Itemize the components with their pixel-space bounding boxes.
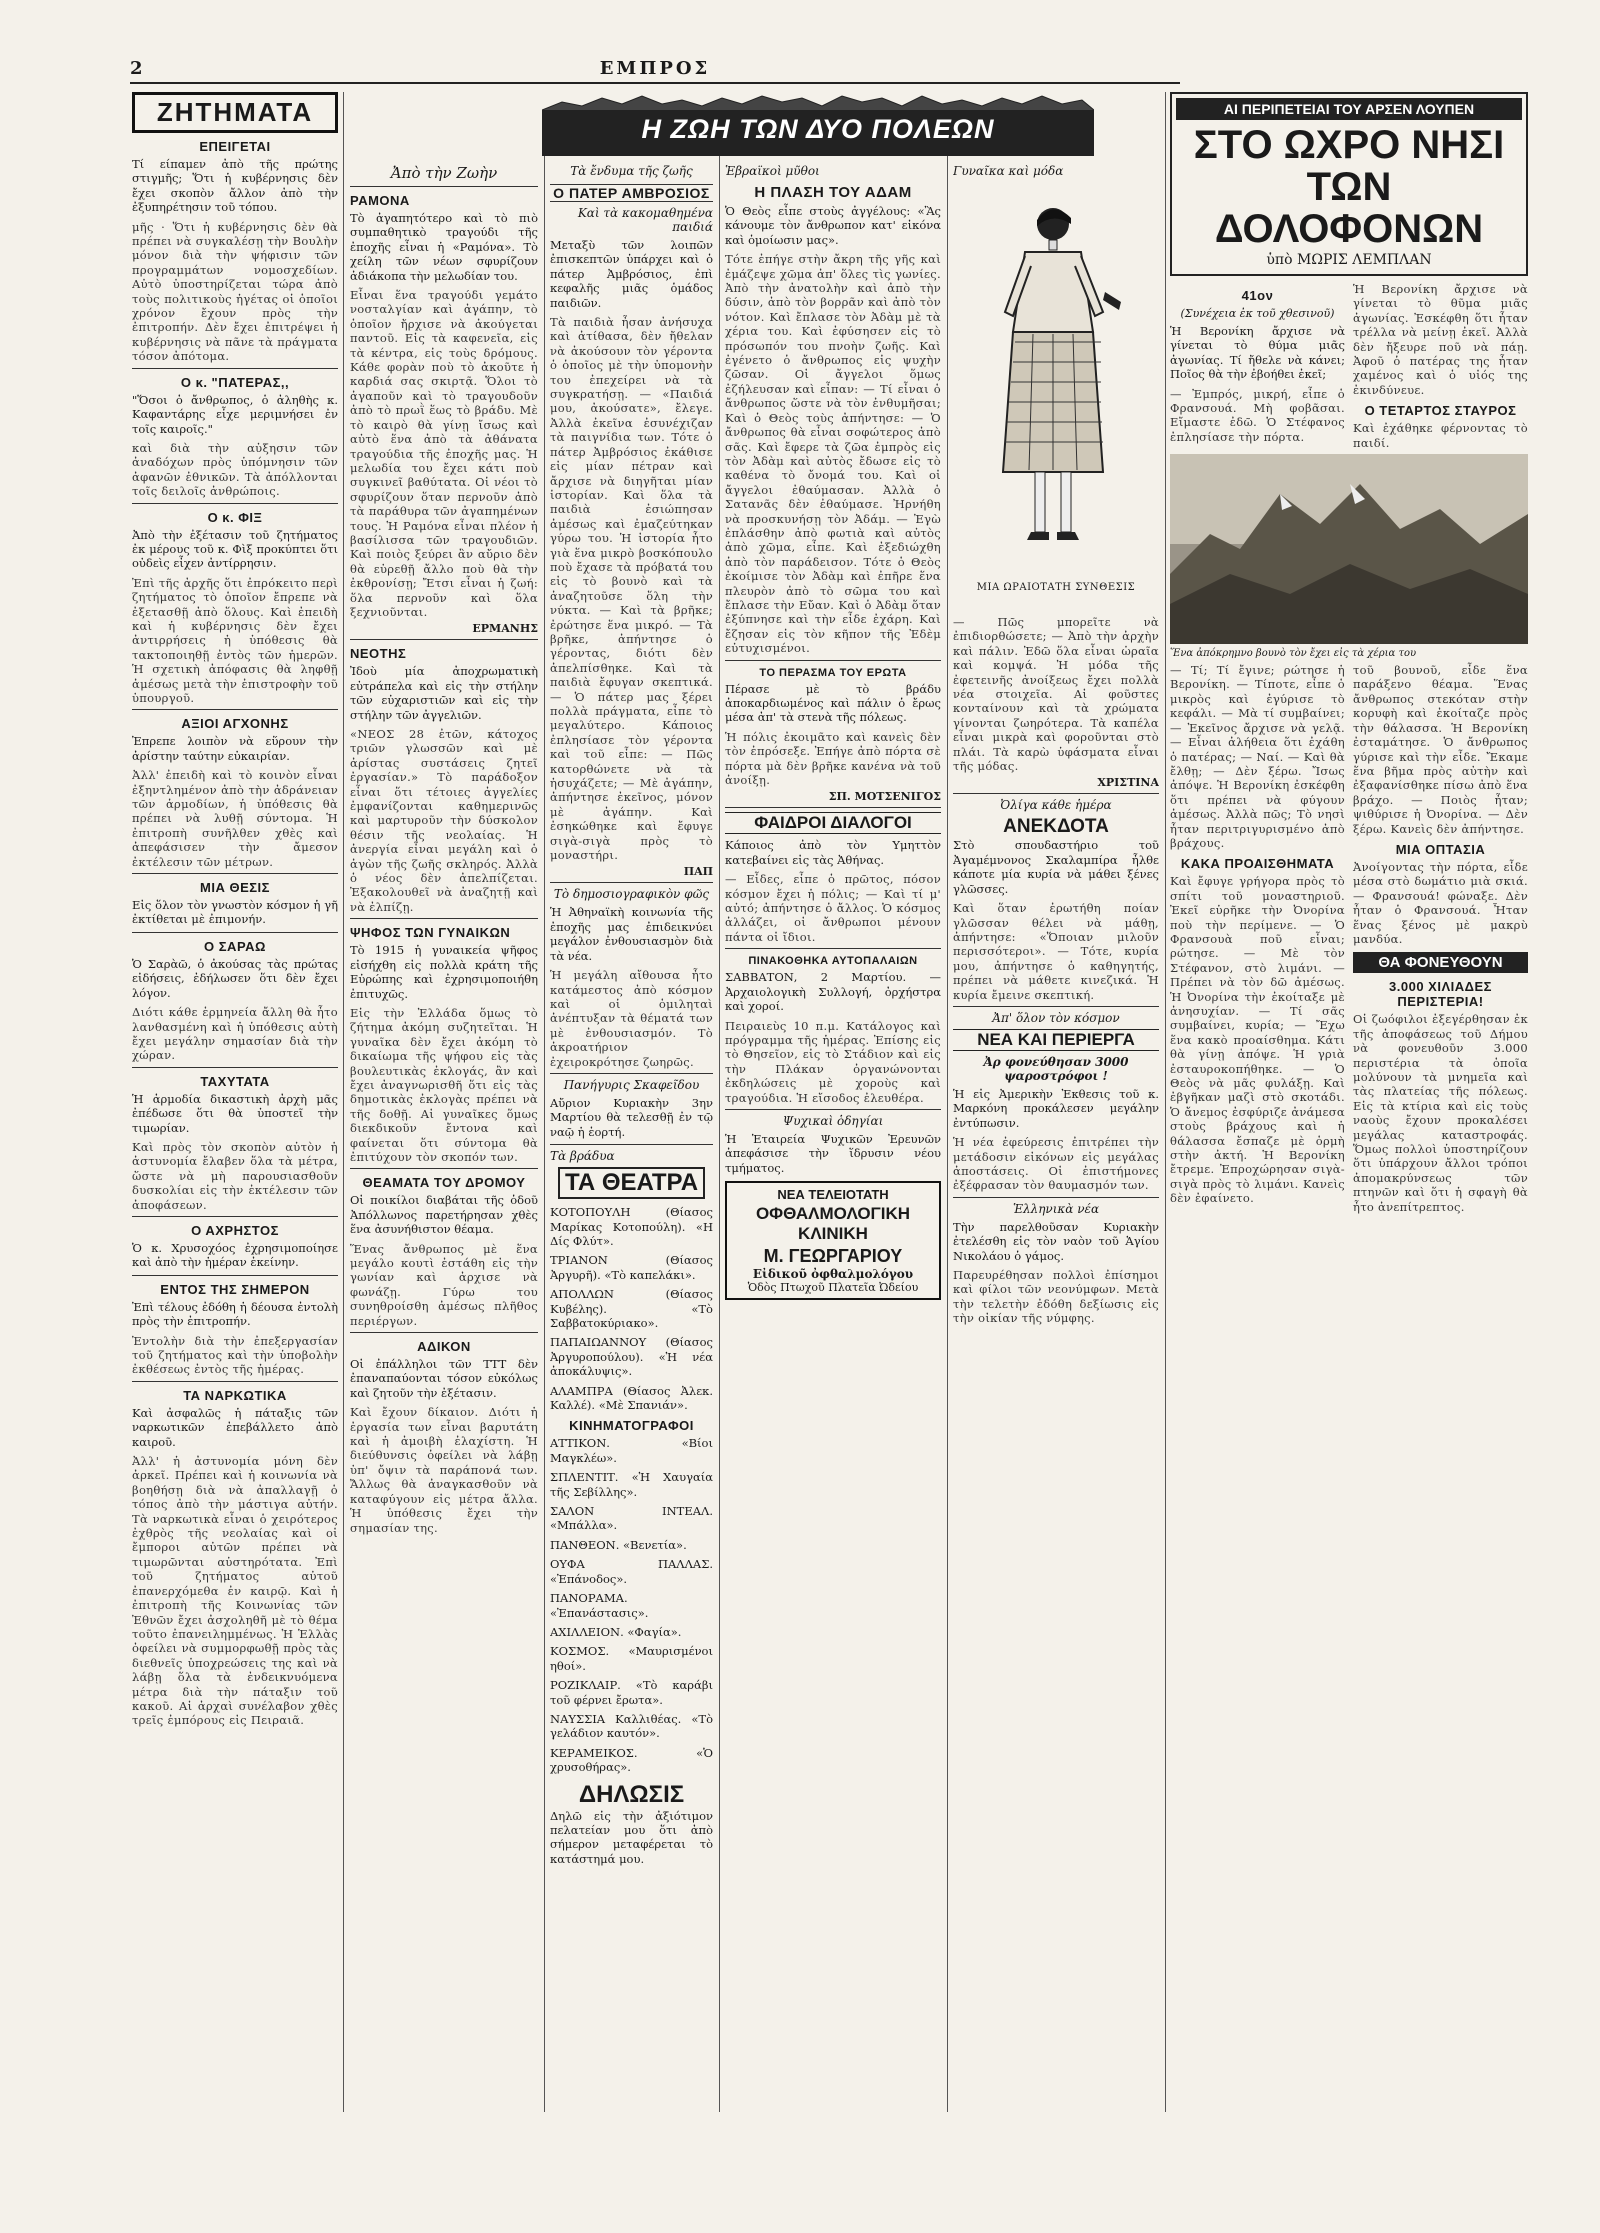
article-body: Τὸ 1915 ἡ γυναικεία ψῆφος εἰσήχθη εἰς πολλὰ κράτη τῆς Εὐρώπης καὶ ἐχρησιμοποιήθη ἐπιτυχῶς. bbox=[350, 943, 538, 1001]
article-body: Κάποιος ἀπὸ τὸν Υμηττὸν κατεβαίνει εἰς τὰς Ἀθήνας. bbox=[725, 838, 941, 867]
article-body: Οἱ ἐπάλληλοι τῶν ΤΤΤ δὲν ἐπαναπαύονται τόσον εὐκόλως καὶ ζητοῦν τὴν ἐξέτασιν. bbox=[350, 1357, 538, 1400]
filler-text: — Πῶς μπορεῖτε νὰ ἐπιδιορθώσετε; — Ἀπὸ τὴν ἀρχὴν καὶ πάλιν. Ἐδῶ ὅλα εἶναι ὡραῖα καὶ κομψά. Ἡ μόδα τῆς ἐφετεινῆς ἀνοίξεως ἔχει πολλὰ νέα στοιχεῖα. Αἱ φοῦστες κονταίνουν καὶ τὰ χρώματα γίνονται ζωηρότερα. Τὰ καπέλα εἶναι μικρὰ καὶ φοροῦνται στὸ πλάι. Τὰ καρὼ ὑφάσματα εἶναι τῆς μόδας. bbox=[953, 615, 1159, 774]
serial-body-columns bbox=[1170, 663, 1528, 1214]
filler-text: Καὶ ὅταν ἐρωτήθη ποίαν γλῶσσαν θέλει νὰ μάθῃ, ἀπήντησε: «Ὅποιαν μιλοῦν περισσότεροι». — Τότε, κυρία μου, ἀπήντησε ὁ καθηγητής, πρέπει νὰ μάθετε κινεζικά. Ἡ κυρία ἔμεινε σκεπτική. bbox=[953, 901, 1159, 1002]
two-cities-banner bbox=[542, 92, 1094, 156]
divider bbox=[132, 709, 338, 710]
serial-body: Ἡ Βερονίκη ἄρχισε νὰ γίνεται τὸ θύμα μιᾶς ἀγωνίας. Τί ἤθελε νὰ κάνει; Ποῖος θὰ τὴν ἐβοήθει ἐκεῖ; bbox=[1170, 324, 1345, 382]
article-body: Εἰς ὅλον τὸν γνωστὸν κόσμον ἡ γῆ ἐκτίθεται μὲ ἐπιμονήν. bbox=[132, 898, 338, 927]
article bbox=[725, 667, 941, 804]
divider bbox=[550, 1073, 713, 1074]
divider bbox=[350, 186, 538, 187]
divider bbox=[132, 932, 338, 933]
article bbox=[132, 880, 338, 927]
column-gynaika-kai-moda bbox=[953, 160, 1159, 2180]
article-body: Τὸ ἀγαπητότερο καὶ τὸ πιὸ συμπαθητικὸ τραγούδι τῆς ἐποχῆς εἶναι ἡ «Ραμόνα». Τὸ χείλη τῶν νέων σφυρίζουν ἀδιάκοπα τὴν μελωδίαν του. bbox=[350, 211, 538, 283]
chapter-note: (Συνέχεια ἐκ τοῦ χθεσινοῦ) bbox=[1180, 307, 1335, 320]
article bbox=[550, 184, 713, 878]
article-title: Ο κ. ΦΙΞ bbox=[207, 509, 263, 525]
section-heading: ΜΙΑ ΟΠΤΑΣΙΑ bbox=[1395, 841, 1486, 857]
serial-top-text bbox=[1170, 282, 1528, 450]
article bbox=[725, 1114, 941, 1175]
article-body: Ἐπρεπε λοιπὸν νὰ εὕρουν τὴν ἀρίστην ταύτην εὐκαιρίαν. bbox=[132, 734, 338, 763]
list-item: ΑΧΙΛΛΕΙΟΝ. «Φαγία». bbox=[550, 1624, 682, 1639]
column-rule bbox=[544, 92, 545, 2112]
article-title: Ο κ. "ΠΑΤΕΡΑΣ,, bbox=[180, 374, 290, 390]
chapter-number: 41ον bbox=[1241, 288, 1274, 303]
article bbox=[132, 1223, 338, 1270]
article bbox=[953, 1202, 1159, 1326]
article bbox=[725, 812, 941, 944]
filler-text: Παρευρέθησαν πολλοὶ ἐπίσημοι καὶ φίλοι τῶν νεονύμφων. Μετὰ τὴν τελετὴν ἐδόθη δεξίωσις εἰς τὴν οἰκίαν τῆς νύμφης. bbox=[953, 1268, 1159, 1326]
sub-item: Ἀρ φονεύθησαν 3000 ψαροστρόφοι ! bbox=[983, 1054, 1129, 1083]
article-title: ΑΝΕΚΔΟΤΑ bbox=[1003, 816, 1109, 838]
column-heading: Ἑβραϊκοὶ μῦθοι bbox=[725, 164, 820, 178]
column-pater-amvrosios bbox=[550, 160, 713, 2180]
article-title: ΑΔΙΚΟΝ bbox=[417, 1339, 471, 1355]
serial-author: ὑπὸ ΜΩΡΙΣ ΛΕΜΠΛΑΝ bbox=[1266, 252, 1432, 268]
serial-title: ΤΩΝ ΔΟΛΟΦΟΝΩΝ bbox=[1214, 165, 1484, 251]
article-title: ΡΑΜΟΝΑ bbox=[350, 193, 410, 208]
article-title: Ἑλληνικὰ νέα bbox=[1012, 1201, 1100, 1216]
divider bbox=[350, 918, 538, 919]
column-rule bbox=[947, 92, 948, 2112]
filler-text: Ἕνας ἄνθρωπος μὲ ἕνα μεγάλο κουτὶ ἐστάθη εἰς τὴν γωνίαν καὶ ἀρχισε νὰ φωνάζῃ. Γύρω του συνηθροίσθη ἀμέσως πλῆθος περιέργων. bbox=[350, 1241, 538, 1328]
list-item: ΑΛΑΜΠΡΑ (Θίασος Ἀλεκ. Καλλέ). «Μὲ Σπανιάν». bbox=[550, 1383, 713, 1413]
column-rule bbox=[1165, 92, 1166, 2112]
filler-text: Καὶ πρὸς τὸν σκοπὸν αὐτὸν ἡ ἀστυνομία ἔλαβεν ὅλα τὰ μέτρα, ὥστε νὰ μὴ παρουσιασθοῦν δυσκολίαι εἰς τὴν ἐκτέλεσιν τῶν ἀποφάσεων. bbox=[132, 1139, 338, 1212]
article bbox=[350, 193, 538, 635]
article bbox=[132, 510, 338, 706]
article-body: Τὴν παρελθοῦσαν Κυριακὴν ἐτελέσθη εἰς τὸν ναὸν τοῦ Ἁγίου Νικολάου ὁ γάμος. bbox=[953, 1219, 1159, 1263]
list-item: ΠΑΠΑΙΩΑΝΝΟΥ (Θίασος Ἀργυροπούλου). «Ἡ νέα ἀποκάλυψις». bbox=[550, 1335, 713, 1379]
list-item: ΝΑΥΣΣΙΑ Καλλιθέας. «Τὸ γελάδιον καυτόν». bbox=[550, 1711, 713, 1741]
divider bbox=[725, 660, 941, 661]
article-title: ΜΙΑ ΘΕΣΙΣ bbox=[200, 880, 270, 896]
divider bbox=[132, 368, 338, 369]
image-caption: Ἕνα ἀπόκρημνο βουνὸ τὸν ἔχει εἰς τὰ χέρια του bbox=[1170, 648, 1417, 660]
column-rule bbox=[343, 92, 344, 2112]
list-item: ΣΠΛΕΝΤΙΤ. «Ἡ Χαυγαία τῆς Σεβίλλης». bbox=[550, 1470, 713, 1499]
divider bbox=[725, 807, 941, 808]
list-item: ΚΟΤΟΠΟΥΛΗ (Θίασος Μαρίκας Κοτοπούλη). «Η Δίς Φλύτ». bbox=[550, 1205, 713, 1248]
filler-text: Διότι κάθε ἑρμηνεία ἄλλη θὰ ἦτο λανθασμένη καὶ ἡ ὑπόθεσις αὐτὴ ἔχει μεγάλην σημασίαν διὰ τὴν χώραν. bbox=[132, 1005, 338, 1063]
article-body: Ὁ Θεὸς εἶπε στοὺς ἀγγέλους: «Ἂς κάνουμε τὸν ἄνθρωπον κατ' εἰκόνα καὶ ὁμοίωσιν μας». bbox=[725, 204, 941, 247]
filler-text: Πειραιεὺς 10 π.μ. Κατάλογος καὶ πρόγραμμα τῆς ἡμέρας. Ἐπίσης εἰς τὸ Θησεῖον, εἰς τὸ Στάδιον καὶ εἰς τὴν Πλάκαν ὀργανώνονται ἐκδηλώσεις μὲ χοροὺς καὶ τραγούδια. Ἡ εἴσοδος ἐλευθέρα. bbox=[725, 1018, 941, 1105]
article-title: ΘΕΑΜΑΤΑ ΤΟΥ ΔΡΟΜΟΥ bbox=[362, 1175, 526, 1191]
list-item: ΣΑΛΟΝ ΙΝΤΕΑΛ. «Μπάλλα». bbox=[550, 1504, 713, 1533]
article bbox=[132, 716, 338, 869]
article-title: ΦΑΙΔΡΟΙ ΔΙΑΛΟΓΟΙ bbox=[725, 812, 941, 834]
signature: ΣΠ. ΜΟΤΣΕΝΙΓΟΣ bbox=[828, 790, 941, 804]
subheading: Ὀλίγα κάθε ἡμέρα bbox=[1000, 798, 1112, 813]
ad-line: ΝΕΑ ΤΕΛΕΙΟΤΑΤΗ bbox=[777, 1187, 889, 1203]
article bbox=[132, 375, 338, 499]
article-body: Οἱ ποικίλοι διαβάται τῆς ὁδοῦ Ἀπόλλωνος παρετήρησαν χθὲς ἕνα ἀσυνήθιστον θέαμα. bbox=[350, 1193, 538, 1237]
column-heading: Γυναῖκα καὶ μόδα bbox=[953, 164, 1064, 178]
article-body: Ἀπὸ τὴν ἐξέτασιν τοῦ ζητήματος ἐκ μέρους τοῦ κ. Φὶξ προκύπτει ὅτι οὐδεὶς εἶχεν ἀντίρρησιν. bbox=[132, 527, 338, 571]
filler-text: Εἶναι ἕνα τραγούδι γεμάτο νοσταλγίαν καὶ ἀγάπην, τὸ ὁποῖον ἤρχισε νὰ ἀκούγεται παντοῦ. Εἰς τὰ καφενεῖα, εἰς τὰ κέντρα, εἰς τοὺς δρόμους. Κάθε φορὰν ποὺ τὸ ἀκοῦτε ἡ καρδιά σας σκιρτᾷ. Ὅλοι τὸ ἀγαποῦν καὶ τὸ τραγουδοῦν ἀπὸ τὸ πρωῒ ἕως τὸ βράδυ. Μὲ τὸ καιρὸ θὰ γίνῃ ἴσως καὶ αὐτὸ ἕνα ἀπὸ τὰ ἀθάνατα τραγούδια τῆς ἐποχῆς μας. Ἡ μελωδία του ἔχει κάτι ποὺ συγκινεῖ βαθύτατα. Οἱ νέοι τὸ σφυρίζουν ὅταν περνοῦν ἀπὸ τὰ παράθυρα τῶν ἀγαπημένων τους. Ἡ Ραμόνα εἶναι πλέον ἡ βασίλισσα τῶν τραγουδιῶν. Καὶ ποιὸς ξεύρει ἂν αὔριο δὲν θὰ εὑρεθῇ ἄλλο ποὺ θὰ τὴν ἐκθρονίσῃ; Ἔτσι εἶναι ἡ ζωή: ὅλα περνοῦν καὶ ὅλα ξεχνιοῦνται. bbox=[350, 288, 538, 619]
article bbox=[132, 1388, 338, 1728]
divider bbox=[550, 1144, 713, 1145]
signature: ΠΑΠ bbox=[683, 865, 713, 879]
cinema-heading: ΚΙΝΗΜΑΤΟΓΡΑΦΟΙ bbox=[569, 1418, 694, 1434]
subheading: Ἀπ' ὅλον τὸν κόσμον bbox=[992, 1010, 1120, 1025]
column-evraikoi-mythoi bbox=[725, 160, 941, 2180]
article bbox=[350, 1175, 538, 1328]
section-heading: 3.000 ΧΙΛΙΑΔΕΣ ΠΕΡΙΣΤΕΡΙΑ! bbox=[1389, 979, 1492, 1010]
article-title: ΝΕΟΤΗΣ bbox=[350, 646, 407, 662]
filler-text: Ἐντολὴν διὰ τὴν ἐπεξεργασίαν τοῦ ζητήματος καὶ τὴν ὑποβολὴν ἐκθέσεως ἐντὸς τῆς ἡμέρας. bbox=[132, 1333, 338, 1377]
list-item: ΚΕΡΑΜΕΙΚΟΣ. «Ὁ χρυσοθήρας». bbox=[550, 1745, 713, 1775]
filler-text: μῆς · Ὅτι ἡ κυβέρνησις δὲν θὰ πρέπει νὰ συγκαλέσῃ τὴν Βουλὴν μόνον διὰ τὴν ψήφισιν τῶν προγραμμάτων νομοσχεδίων. Αὐτὸ ὑποστηρίζεται τώρα ἀπὸ τοὺς πολιτικοὺς ἡγέτας οἱ ὁποῖοι χρόνον ἔχουν πρὸς τὴν ἐπιτροπήν. Δὲν ἔχει ἐπιτρέψει ἡ κυβέρνησις νὰ πᾶνε τὰ πράγματα τόσον ἀπότομα. bbox=[132, 219, 338, 364]
filler-text: Οἱ ζωόφιλοι ἐξεγέρθησαν ἐκ τῆς ἀποφάσεως τοῦ Δήμου νὰ φονευθοῦν 3.000 περιστέρια τὰ ὁποῖα μολύνουν τὰ μνημεῖα καὶ τὰς πλατείας τῆς πόλεως. Εἰς τὰ κτίρια καὶ εἰς τοὺς ναοὺς ἔχουν προκαλέσει μεγάλας καταστροφάς. Ὅμως πολλοὶ ὑποστηρίζουν ὅτι ὑπάρχουν ἄλλοι τρόποι ἀπομακρύνσεως τῶν πτηνῶν καὶ ὅτι ἡ σφαγὴ θὰ ἦτο ἀνεπίτρεπτος. bbox=[1353, 1012, 1528, 1214]
article-body: Ἡ ἁρμοδία δικαστικὴ ἀρχὴ μᾶς ἐπέδωσε ὅτι θὰ ὑποστεῖ τὴν τιμωρίαν. bbox=[132, 1091, 338, 1135]
article-body: Ὁ Σαρὰῶ, ὁ ἀκούσας τὰς πρώτας εἰδήσεις, ἐδήλωσεν ὅτι δὲν ἔχει λόγον. bbox=[132, 956, 338, 1000]
divider bbox=[132, 1216, 338, 1217]
cinema-list bbox=[550, 1436, 713, 1774]
column-heading: Τὰ ἔνδυμα τῆς ζωῆς bbox=[570, 164, 693, 178]
article-title: ΤΑΧΥΤΑΤΑ bbox=[200, 1073, 270, 1089]
section-title: ΖΗΤΗΜΑΤΑ bbox=[132, 92, 338, 133]
column-rule bbox=[719, 92, 720, 2112]
article bbox=[725, 184, 941, 656]
article-body: Ἰδοὺ μία ἀποχρωματικὴ εὐτράπελα καὶ εἰς τὴν στήλην τῶν εὐχαριστιῶν καὶ εἰς τὴν στήλην τῶν ἀγγελιῶν. bbox=[350, 664, 538, 722]
filler-text: Ἡ Βερονίκη ἄρχισε νὰ γίνεται τὸ θῦμα μιᾶς ἀγωνίας. Ἐσκέφθη ὅτι ἦταν τρέλλα νὰ μείνῃ ἐκεῖ. Ἀλλὰ δὲν ἤξευρε ποῦ νὰ πάῃ. Ἀφοῦ ὁ πατέρας της ἦταν χαμένος καὶ ὁ υἱός της ἐκινδύνευε. bbox=[1353, 282, 1528, 397]
theatre-list bbox=[550, 1205, 713, 1412]
filler-text: Καὶ ἔχουν δίκαιον. Διότι ἡ ἐργασία των εἶναι βαρυτάτη καὶ ἡ ἀμοιβὴ ἐλαχίστη. Ἡ διεύθυνσις ὀφείλει νὰ λάβῃ ὑπ' ὄψιν τὰ παράπονά των. Ἄλλως θὰ ἀναγκασθοῦν νὰ καταφύγουν εἰς μέτρα ἄλλα. Ἡ ὑπόθεσις ἔχει τὴν σημασίαν της. bbox=[350, 1405, 538, 1535]
ad-line: Μ. ΓΕΩΡΓΑΡΙΟΥ bbox=[763, 1246, 903, 1267]
text-column bbox=[1170, 282, 1345, 450]
article-title: Τὸ δημοσιογραφικὸν φῶς bbox=[553, 887, 710, 902]
divider bbox=[953, 1006, 1159, 1007]
column-arsen-lupen bbox=[1170, 92, 1528, 2112]
filler-text: «ΝΕΟΣ 28 ἐτῶν, κάτοχος τριῶν γλωσσῶν καὶ μὲ ἀρίστας συστάσεις ζητεῖ ἐργασίαν.» Τὸ παράδοξον εἶναι ὅτι τέτοιες ἀγγελίες ἐμφανίζονται καθημερινῶς καὶ μαρτυροῦν τὴν δύσκολον θέσιν τῆς νεολαίας. Ἡ ἀνεργία εἶναι μεγάλη καὶ ὁ ἀγὼν τῆς ζωῆς σκληρός. Ἀλλὰ ὁ νέος δὲν ἀπελπίζεται. Ἐξακολουθεῖ νὰ ἀναζητῇ καὶ νὰ ἐλπίζῃ. bbox=[350, 727, 538, 914]
serial-header-box bbox=[1170, 92, 1528, 276]
notice-body: Δηλῶ εἰς τὴν ἀξιότιμον πελατείαν μου ὅτι ἀπὸ σήμερον μεταφέρεται τὸ κατάστημά μου. bbox=[550, 1808, 713, 1866]
divider bbox=[132, 1381, 338, 1382]
article-body: Ὁ κ. Χρυσοχόος ἐχρησιμοποίησε καὶ ἀπὸ τὴν ἡμέραν ἐκείνην. bbox=[132, 1240, 338, 1270]
article-body: "Ὅσοι ὁ ἄνθρωπος, ὁ ἀληθὴς κ. Καφαντάρης εἶχε μεριμνήσει ἐν τοῖς καιροῖς." bbox=[132, 392, 338, 436]
article-title: ΤΟ ΠΕΡΑΣΜΑ ΤΟΥ ΕΡΩΤΑ bbox=[759, 666, 907, 679]
divider bbox=[953, 793, 1159, 794]
section-heading: ΚΑΚΑ ΠΡΟΑΙΣΘΗΜΑΤΑ bbox=[1180, 856, 1335, 872]
divider bbox=[953, 1197, 1159, 1198]
list-item: ΑΤΤΙΚΟΝ. «Βίοι Μαγκλέω». bbox=[550, 1436, 713, 1465]
article-title: ΨΗΦΟΣ ΤΩΝ ΓΥΝΑΙΚΩΝ bbox=[350, 925, 511, 941]
filler-text: Εἰς τὴν Ἑλλάδα ὅμως τὸ ζήτημα ἀκόμη συζητεῖται. Ἡ γυναῖκα δὲν ἔχει ἀκόμη τὸ δικαίωμα τῆς ψήφου εἰς τὰς βουλευτικὰς ἐκλογάς, ἂν καὶ ἔχει ἀναγνωρισθῆ ὅτι εἰς τὰς δημοτικὰς ἐκλογὰς πρέπει νὰ τῆς δοθῇ. Αἱ γυναῖκες ὅμως διεκδικοῦν ἔντονα καὶ φαίνεται ὅτι σύντομα θὰ ἐπιτύχουν τὸν σκοπόν των. bbox=[350, 1005, 538, 1164]
article bbox=[550, 887, 713, 1068]
filler-text: Ἡ πόλις ἐκοιμᾶτο καὶ κανεὶς δὲν τὸν ἐπρόσεξε. Ἐπήγε ἀπὸ πόρτα σὲ πόρτα μὰ δὲν βρῆκε κανένα νὰ τοῦ ἀνοίξῃ. bbox=[725, 729, 941, 788]
article-subtitle: Καὶ τὰ κακομαθημένα παιδιά bbox=[577, 206, 713, 234]
theatre-title: ΤΑ ΘΕΑΤΡΑ bbox=[558, 1167, 705, 1199]
filler-text: — Τί; Τί ἔγινε; ρώτησε ἡ Βερονίκη. — Τίποτε, εἶπε ὁ μικρὸς καὶ ἐγύρισε τὸ κεφάλι. — Μὰ τί συμβαίνει; — Ἐκεῖνος ἄρχισε νὰ γελᾷ. — Εἶναι ἀλήθεια ὅτι ἐχάθη ὁ πατέρας; — Ναί. — Καὶ θὰ ἔλθῃ; — Δὲν ξέρω. Ἴσως ἀπόψε. Ἡ Βερονίκη ἐσκέφθη ὅτι πρέπει νὰ φύγουν ἀμέσως. Ἀλλὰ πῶς; Τὸ νησὶ ἦταν περιτριγυρισμένο ἀπὸ βράχους. bbox=[1170, 663, 1345, 850]
filler-text: Τότε ἐπήγε στὴν ἄκρη τῆς γῆς καὶ ἐμάζεψε χῶμα ἀπ' ὅλες τὶς γωνίες. Ἀπὸ τὴν ἀνατολὴν καὶ ἀπὸ τὴν δύσιν, ἀπὸ τὸν βορρᾶν καὶ ἀπὸ τὸν νότον. Καὶ ἔπλασε τὸν Ἀδὰμ μὲ τὰ χέρια του. Καὶ ἐφύσησεν εἰς τὸ πρόσωπόν του πνοὴν ζωῆς. Καὶ ἐγένετο ὁ ἄνθρωπος εἰς ψυχὴν ζῶσαν. Οἱ ἄγγελοι ὅμως ἐζήλευσαν καὶ εἶπαν: — Τί εἶναι ὁ ἄνθρωπος ὥστε νὰ τὸν ἐνθυμῆσαι; Καὶ ὁ Θεὸς τοὺς ἀπήντησε: — Ὁ ἄνθρωπος θὰ εἶναι σοφώτερος ἀπὸ σᾶς. Καὶ ἔφερε τὰ ζῶα ἐμπρὸς εἰς τὸν Ἀδὰμ καὶ αὐτὸς ἔδωσε εἰς τὸ καθένα τὸ ὄνομά του. Καὶ οἱ ἄγγελοι ἐθαύμασαν. Ἀλλὰ ὁ Σατανᾶς δὲν ἐθαύμασε. Ἠρνήθη νὰ προσκυνήσῃ τὸν Ἀδάμ. — Ἐγὼ ἐπλάσθην ἀπὸ φωτιὰ καὶ αὐτὸς ἀπὸ χῶμα, εἶπε. Καὶ ἐξεδιώχθη ἀπὸ τὸν παράδεισον. Τότε ὁ Θεὸς ἐκοίμισε τὸν Ἀδὰμ καὶ ἐπῆρε ἕνα πλευρὸν ἀπὸ τὸ σῶμα του καὶ ἔπλασε τὴν Εὔαν. Καὶ ὁ Ἀδὰμ ὅταν ἐξύπνησε καὶ τὴν εἶδε ἐχάρη. Καὶ ἔζησαν εἰς τὸν κῆπον τῆς Ἐδὲμ εὐτυχισμένοι. bbox=[725, 252, 941, 656]
skyline-icon bbox=[542, 92, 1094, 110]
article-title: Ο ΑΧΡΗΣΤΟΣ bbox=[191, 1222, 279, 1238]
article-title: Ο ΣΑΡΑΩ bbox=[204, 938, 266, 954]
divider bbox=[350, 1168, 538, 1169]
article bbox=[953, 816, 1159, 1001]
notice-title: ΔΗΛΩΣΙΣ bbox=[578, 1780, 685, 1808]
filler-text: Καὶ ἔφυγε γρήγορα πρὸς τὸ σπίτι τοῦ μοναστηριοῦ. Ἐκεῖ εὑρῆκε τὴν Ὀνορίνα ποὺ τὴν περίμενε. — Ὁ Φρανσουὰ ποῦ εἶναι; ρώτησε. — Μὲ τὸν Στέφανον, στὸ λιμάνι. — Πρέπει νὰ τὸν δῶ ἀμέσως. Ἡ Ὀνορίνα τὴν ἐκοίταξε μὲ ἀνησυχίαν. — Τί σᾶς συμβαίνει, κυρία; — Ἔχω ἕνα κακὸ προαίσθημα. Κάτι θὰ γίνῃ ἀπόψε. Ἡ γριὰ ἐσταυροκοπήθηκε. — Ὁ Θεὸς νὰ μᾶς φυλάξῃ. Καὶ ἐβγῆκαν μαζὶ στὸ σκοτάδι. Ὁ ἄνεμος ἐσφύριζε ἀνάμεσα στοὺς βράχους καὶ ἡ θάλασσα ἔσπαζε μὲ ὁρμὴ στὴν ἀκτή. Ἡ Βερονίκη ἔτρεμε. Ἐπροχώρησαν σιγὰ-σιγὰ πρὸς τὸ λιμάνι. Κανεὶς δὲν ἐφαίνετο. bbox=[1170, 874, 1345, 1206]
section-heading: ΘΑ ΦΟΝΕΥΘΟΥΝ bbox=[1353, 952, 1528, 973]
column-heading: Ἀπὸ τὴν Ζωὴν bbox=[390, 164, 498, 182]
ad-line: ΟΦΘΑΛΜΟΛΟΓΙΚΗ ΚΛΙΝΙΚΗ bbox=[755, 1204, 911, 1244]
article-body: Ἐπὶ τέλους ἐδόθη ἡ δέουσα ἐντολὴ πρὸς τὴν ἐπιτροπήν. bbox=[132, 1299, 338, 1329]
article bbox=[550, 1078, 713, 1139]
figure-caption: ΜΙΑ ΩΡΑΙΟΤΑΤΗ ΣΥΝΘΕΣΙΣ bbox=[976, 582, 1136, 593]
filler-text: Ἀνοίγοντας τὴν πόρτα, εἶδε μέσα στὸ δωμάτιο μιὰ σκιά. — Φρανσουά! φώναξε. Δὲν ἦταν ὁ Φρανσουά. Ἦταν ἕνας ξένος μὲ μακρὺ μανδύα. bbox=[1353, 859, 1528, 946]
signature: ΧΡΙΣΤΙΝΑ bbox=[1097, 776, 1159, 790]
filler-text: Καὶ ἐχάθηκε φέρνοντας τὸ παιδί. bbox=[1353, 421, 1528, 450]
divider bbox=[550, 882, 713, 883]
woman-figure-icon bbox=[953, 182, 1159, 612]
article-body: Μεταξὺ τῶν λοιπῶν ἐπισκεπτῶν ὑπάρχει καὶ ὁ πάτερ Ἀμβρόσιος, ἐπὶ κεφαλῆς μιᾶς ὁμάδος παιδιῶν. bbox=[550, 238, 713, 310]
list-item: ΡΟΖΙΚΛΑΙΡ. «Τὸ καράβι τοῦ φέρνει ἔρωτα». bbox=[550, 1678, 713, 1707]
article-title: Ο ΠΑΤΕΡ ΑΜΒΡΟΣΙΟΣ bbox=[550, 184, 713, 202]
list-item: ΑΠΟΛΛΩΝ (Θίασος Κυβέλης). «Τὸ Σαββατοκύριακο». bbox=[550, 1287, 713, 1330]
article bbox=[350, 1339, 538, 1535]
divider bbox=[725, 1109, 941, 1110]
article bbox=[132, 139, 338, 364]
article bbox=[725, 955, 941, 1105]
filler-text: Ἐπὶ τῆς ἀρχῆς ὅτι ἐπρόκειτο περὶ ζητήματος τὸ ὁποῖον ἔπρεπε νὰ ἐξετασθῇ ἀπὸ ὅλους. Καὶ ἐπειδὴ καὶ ἡ κυβέρνησις δὲν ἔχει ἀντιρρήσεις ἡ ὑπόθεσις θὰ τακτοποιηθῇ ἐντὸς τῶν ἡμερῶν. Ἡ σχετικὴ ἀπόφασις θὰ ληφθῇ ἀμέσως μετὰ τὴν ἐπιστροφὴν τοῦ ὑπουργοῦ. bbox=[132, 575, 338, 705]
divider bbox=[132, 1275, 338, 1276]
page-header bbox=[130, 58, 1180, 84]
fashion-illustration bbox=[953, 182, 1159, 593]
article-body: Ἡ Ἑταιρεία Ψυχικῶν Ἐρευνῶν ἀπεφάσισε τὴν ἵδρυσιν νέου τμήματος. bbox=[725, 1131, 941, 1175]
article-title: Πανήγυρις Σκαφεῖδου bbox=[563, 1077, 700, 1092]
article bbox=[132, 1282, 338, 1377]
newspaper-name: ΕΜΠΡΟΣ bbox=[599, 58, 711, 79]
article-body: ΣΑΒΒΑΤΟΝ, 2 Μαρτίου. — Ἀρχαιολογικὴ Συλλογή, ὀρχήστρα καὶ χοροί. bbox=[725, 970, 941, 1014]
article-body: Στὸ σπουδαστήριο τοῦ Ἀγαμέμνονος Σκαλαμπίρα ἦλθε κάποτε μία κυρία νὰ μάθει ξένες γλῶσσες. bbox=[953, 838, 1159, 896]
filler-text: Ἡ μεγάλη αἴθουσα ἦτο κατάμεστος ἀπὸ κόσμον καὶ οἱ ὁμιληταὶ ἀνέπτυξαν τὰ θέματά των μὲ ἐνθουσιασμόν. Τὸ ἀκροατήριον ἐχειροκρότησε ζωηρῶς. bbox=[550, 968, 713, 1069]
serial-header: ΑΙ ΠΕΡΙΠΕΤΕΙΑΙ ΤΟΥ ΑΡΣΕΝ ΛΟΥΠΕΝ bbox=[1176, 98, 1522, 120]
article-body: Καὶ ἀσφαλῶς ἡ πάταξις τῶν ναρκωτικῶν ἐπεβάλλετο ἀπὸ καιροῦ. bbox=[132, 1405, 338, 1449]
article bbox=[350, 646, 538, 914]
divider bbox=[350, 1332, 538, 1333]
signature: ΕΡΜΑΝΗΣ bbox=[472, 622, 538, 636]
divider bbox=[725, 948, 941, 949]
ad-line: Εἰδικοῦ ὀφθαλμολόγου bbox=[752, 1267, 914, 1282]
theatre-heading: Τὰ βράδυα bbox=[550, 1149, 615, 1164]
mountain-photo bbox=[1170, 454, 1528, 659]
article-body: Ἡ εἰς Ἀμερικὴν Ἐκθεσις τοῦ κ. Μαρκόνη προκάλεσεν μεγάλην ἐντύπωσιν. bbox=[953, 1086, 1159, 1130]
article-title: ΕΠΕΙΓΕΤΑΙ bbox=[199, 139, 271, 154]
filler-text: καὶ διὰ τὴν αὐξησιν τῶν ἀναδόχων πρὸς ὑπόμνησιν τῶν ἀφανῶν ἐθνικῶν. Τὰ ἀπόλλονται τοῖς δειλοῖς ἀνθρώποις. bbox=[132, 440, 338, 499]
clinic-advertisement bbox=[725, 1181, 941, 1300]
city-skyline bbox=[542, 92, 1094, 110]
column-zitimata bbox=[132, 92, 338, 2112]
filler-text: Ἀλλ' ἐπειδὴ καὶ τὸ κοινὸν εἶναι ἐξηντλημένον ἀπὸ τὴν ἀδράνειαν τῶν ἁρμοδίων, ἡ ὑπόθεσις θὰ πρέπει νὰ λυθῇ σύντομα. Ἡ ἐπιτροπὴ συνῆλθεν χθὲς καὶ ἀπεφάσισεν τὴν ἄμεσον ἐκτέλεσιν τῶν μέτρων. bbox=[132, 768, 338, 869]
article-title: ΝΕΑ ΚΑΙ ΠΕΡΙΕΡΓΑ bbox=[953, 1029, 1159, 1051]
ad-line: Ὁδὸς Πτωχοῦ Πλατεῖα Ὠδείου bbox=[747, 1281, 919, 1295]
page-number: 2 bbox=[130, 58, 143, 79]
article bbox=[953, 1029, 1159, 1193]
serial-title: ΣΤΟ ΩΧΡΟ ΝΗΣΙ bbox=[1193, 123, 1505, 167]
column-apo-tin-zoin bbox=[350, 92, 538, 2112]
filler-text: — Εἶδες, εἶπε ὁ πρῶτος, πόσον κόσμον ἔχει ἡ πόλις; — Καὶ τί μ' αὐτό; ἀπήντησε ὁ ἄλλος. Ὁ κόσμος ἀλλάζει, οἱ ἄνθρωποι μένουν πάντα οἱ ἴδιοι. bbox=[725, 872, 941, 944]
article-title: ΤΑ ΝΑΡΚΩΤΙΚΑ bbox=[183, 1387, 287, 1403]
article-body: Τί είπαμεν ἀπὸ τῆς πρώτης στιγμῆς; Ὅτι ἡ κυβέρνησις δὲν ἔχει σκοπὸν ἄλλον ἀπὸ τὴν ἐξυπηρέτησιν τοῦ τόπου. bbox=[132, 157, 338, 215]
article-title: ΑΞΙΟΙ ΑΓΧΟΝΗΣ bbox=[181, 716, 289, 732]
filler-text: Τὰ παιδιὰ ἦσαν ἀνήσυχα καὶ ἀτίθασα, δὲν ἤθελαν νὰ ἀκούσουν τὸν γέροντα ὁ ὁποῖος μὲ τὴν ὑπομονὴν του ἐπεχείρει νὰ τὰ συγκρατήσῃ. — «Παιδιά μου, ἀκούσατε», ἔλεγε. Ἀλλὰ ἐκεῖνα ἐσυνέχιζαν τὰ παιγνίδια των. Τότε ὁ πάτερ Ἀμβρόσιος ἐκάθισε εἰς μίαν πέτραν καὶ ἄρχισε νὰ διηγῆται μίαν ἱστορίαν. Καὶ ὅλα τὰ παιδιὰ ἐσιώπησαν ἀμέσως καὶ ἐμαζεύτηκαν γύρω του. Ἡ ἱστορία ἦτο γιὰ ἕνα μικρὸ βοσκόπουλο ποὺ ἔχασε τὰ πρόβατά του εἰς τὸ βουνὸ καὶ τὰ ἀναζητοῦσε ὅλη τὴν νύκτα. — Καὶ τὰ βρῆκε; ἐρώτησε ἕνα μικρό. — Τὰ βρῆκε, ἀπήντησε ὁ γέροντας, διότι δὲν ἀπελπίσθηκε. Καὶ τὰ παιδιὰ ἔφυγαν σκεπτικά. — Ὁ πάτερ μας ξέρει πολλὰ πράγματα, εἶπε τὸ μεγαλύτερο. Κάποιος ἐπλησίασε τὸν γέροντα καὶ τοῦ εἶπε: — Πῶς κατορθώνετε νὰ τὰ ἡσυχάζετε; — Μὲ ἀγάπην, ἀπήντησε ἐκεῖνος, μόνον μὲ ἀγάπην. Καὶ ἐσηκώθηκε καὶ ἔφυγε σιγὰ-σιγὰ πρὸς τὸ μοναστήρι. bbox=[550, 315, 713, 863]
section-heading: Ο ΤΕΤΑΡΤΟΣ ΣΤΑΥΡΟΣ bbox=[1364, 403, 1517, 419]
article bbox=[350, 925, 538, 1164]
divider bbox=[132, 503, 338, 504]
article-body: Ἡ Ἀθηναϊκὴ κοινωνία τῆς ἐποχῆς μας ἐπιδεικνύει μεγάλον ἐνθουσιασμὸν διὰ τὰ νέα. bbox=[550, 905, 713, 963]
mountain-landscape-icon bbox=[1170, 454, 1528, 644]
divider bbox=[132, 1067, 338, 1068]
article bbox=[132, 939, 338, 1063]
list-item: ΠΑΝΟΡΑΜΑ. «Ἐπανάστασις». bbox=[550, 1591, 649, 1620]
divider bbox=[132, 873, 338, 874]
list-item: ΠΑΝΘΕΟΝ. «Βενετία». bbox=[550, 1537, 687, 1552]
text-column bbox=[1353, 663, 1528, 1214]
article-title: Η ΠΛΑΣΗ ΤΟΥ ΑΔΑΜ bbox=[754, 184, 912, 201]
article-title: Ψυχικαὶ ὁδηγίαι bbox=[782, 1113, 884, 1128]
article-title: ΕΝΤΟΣ ΤΗΣ ΣΗΜΕΡΟΝ bbox=[160, 1281, 310, 1297]
divider bbox=[350, 639, 538, 640]
filler-text: τοῦ βουνοῦ, εἶδε ἕνα παράξενο θέαμα. Ἕνας ἄνθρωπος στεκόταν στὴν κορυφὴ καὶ ἐκοίταζε πρὸς τὴν θάλασσα. Ἡ Βερονίκη ἐσταμάτησε. Ὁ ἄνθρωπος γύρισε καὶ τὴν εἶδε. Ἔκαμε ἕνα βῆμα πρὸς αὐτὴν καὶ ἐξαφανίσθηκε πίσω ἀπὸ ἕνα βράχο. — Ποιὸς ἦταν; ψιθύρισε ἡ Ὀνορίνα. — Δὲν ξέρω. Κανεὶς δὲν ἀπήντησε. bbox=[1353, 663, 1528, 836]
filler-text: — Ἐμπρός, μικρή, εἶπε ὁ Φρανσουά. Μὴ φοβᾶσαι. Εἴμαστε ἐδῶ. Ὁ Στέφανος ἐπλησίασε τὴν πόρτα. bbox=[1170, 386, 1345, 444]
article-body: Αὔριον Κυριακὴν 3ην Μαρτίου θὰ τελεσθῇ ἐν τῷ ναῷ ἡ ἑορτή. bbox=[550, 1095, 713, 1139]
banner-title: Η ΖΩΗ ΤΩΝ ΔΥΟ ΠΟΛΕΩΝ bbox=[641, 114, 995, 144]
text-column bbox=[1170, 663, 1345, 1214]
article bbox=[132, 1074, 338, 1212]
list-item: ΟΥΦΑ ΠΑΛΛΑΣ. «Ἐπάνοδος». bbox=[550, 1557, 713, 1586]
filler-text: Ἀλλ' ἡ ἀστυνομία μόνη δὲν ἀρκεῖ. Πρέπει καὶ ἡ κοινωνία νὰ βοηθήσῃ διὰ νὰ ἀπαλλαγῇ ὁ τόπος ἀπὸ τὴν μάστιγα αὐτήν. Τὰ ναρκωτικὰ εἶναι ὁ χειρότερος ἐχθρὸς τῆς νεολαίας καὶ οἱ ἔμποροι αὐτῶν πρέπει νὰ τιμωρῶνται αὐστηρότατα. Ἐπὶ τοῦ ζητήματος αὐτοῦ ἐπανερχόμεθα ἐν καιρῷ. Καὶ ἡ ἐπιτροπὴ τῆς Κοινωνίας τῶν Ἐθνῶν ἔχει ἀσχοληθῆ μὲ τὸ θέμα τοῦτο ἐπανειλημμένως. Ἡ Ἑλλὰς ὀφείλει νὰ συμμορφωθῇ πρὸς τὰς διεθνεῖς ὑποχρεώσεις της καὶ νὰ λάβῃ ὅλα τὰ ἐνδεικνυόμενα μέτρα διὰ τὴν πάταξιν τοῦ κακοῦ. Αἱ ἀρχαὶ συνέλαβον χθὲς τρεῖς ἐμπόρους εἰς Πειραιᾶ. bbox=[132, 1454, 338, 1728]
list-item: ΚΟΣΜΟΣ. «Μαυρισμένοι ηθοί». bbox=[550, 1644, 713, 1673]
article-body: Πέρασε μὲ τὸ βράδυ ἀποκαρδιωμένος καὶ πάλιν ὁ ἔρως μέσα ἀπ' τὰ στενὰ τῆς πόλεως. bbox=[725, 681, 941, 725]
text-column bbox=[1353, 282, 1528, 450]
list-item: ΤΡΙΑΝΟΝ (Θίασος Ἀργυρῆ). «Τὸ καπελάκι». bbox=[550, 1253, 713, 1282]
filler-text: Ἡ νέα ἐφεύρεσις ἐπιτρέπει τὴν μετάδοσιν εἰκόνων εἰς μεγάλας ἀποστάσεις. Οἱ ἐπιστήμονες ἐξέφρασαν τὸν θαυμασμόν των. bbox=[953, 1135, 1159, 1193]
article-title: ΠΙΝΑΚΟΘΗΚΑ ΑΥΤΟΠΑΛΑΙΩΝ bbox=[748, 955, 918, 968]
